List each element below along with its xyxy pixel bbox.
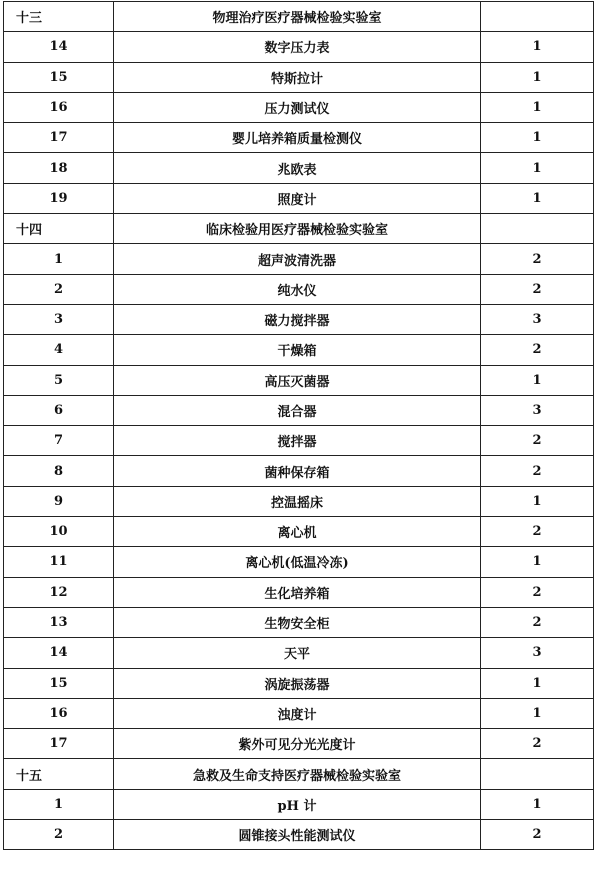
row-number-cell: 2 [4, 820, 114, 850]
row-number-cell: 18 [4, 153, 114, 183]
table-row [4, 698, 594, 728]
item-name-cell: 菌种保存箱 [114, 456, 481, 486]
quantity-cell: 3 [481, 304, 594, 334]
item-name-cell: 混合器 [114, 395, 481, 425]
quantity-cell: 1 [481, 92, 594, 122]
row-number-cell: 16 [4, 92, 114, 122]
quantity-cell [481, 2, 594, 32]
item-name-cell: 超声波清洗器 [114, 244, 481, 274]
table-row [4, 426, 594, 456]
table-row [4, 335, 594, 365]
table-row [4, 62, 594, 92]
quantity-cell: 2 [481, 607, 594, 637]
item-name-cell: 临床检验用医疗器械检验实验室 [114, 214, 481, 244]
row-number-cell: 15 [4, 62, 114, 92]
table-row [4, 304, 594, 334]
equipment-table-body [4, 2, 594, 850]
item-name-cell: 纯水仪 [114, 274, 481, 304]
table-row [4, 92, 594, 122]
row-number-cell: 14 [4, 32, 114, 62]
row-number-cell: 2 [4, 274, 114, 304]
row-number-cell: 14 [4, 638, 114, 668]
table-row [4, 607, 594, 637]
equipment-table-container [3, 1, 594, 850]
row-number-cell: 16 [4, 698, 114, 728]
item-name-cell: 离心机(低温冷冻) [114, 547, 481, 577]
row-number-cell: 17 [4, 123, 114, 153]
row-number-cell: 19 [4, 183, 114, 213]
quantity-cell: 2 [481, 426, 594, 456]
item-name-cell: 磁力搅拌器 [114, 304, 481, 334]
table-row [4, 395, 594, 425]
quantity-cell: 1 [481, 486, 594, 516]
quantity-cell: 3 [481, 395, 594, 425]
item-name-cell: 特斯拉计 [114, 62, 481, 92]
table-row [4, 32, 594, 62]
item-name-cell: 婴儿培养箱质量检测仪 [114, 123, 481, 153]
row-number-cell: 十三 [4, 2, 114, 32]
item-name-cell: 数字压力表 [114, 32, 481, 62]
item-name-cell: 干燥箱 [114, 335, 481, 365]
item-name-cell: 控温摇床 [114, 486, 481, 516]
quantity-cell: 2 [481, 577, 594, 607]
item-name-cell: 离心机 [114, 517, 481, 547]
table-row [4, 274, 594, 304]
item-name-cell: 物理治疗医疗器械检验实验室 [114, 2, 481, 32]
quantity-cell: 1 [481, 32, 594, 62]
row-number-cell: 7 [4, 426, 114, 456]
section-header-row [4, 214, 594, 244]
table-row [4, 123, 594, 153]
row-number-cell: 9 [4, 486, 114, 516]
row-number-cell: 十四 [4, 214, 114, 244]
quantity-cell: 1 [481, 547, 594, 577]
table-row [4, 577, 594, 607]
table-row [4, 183, 594, 213]
item-name-cell: 生物安全柜 [114, 607, 481, 637]
item-name-cell: 圆锥接头性能测试仪 [114, 820, 481, 850]
row-number-cell: 十五 [4, 759, 114, 789]
row-number-cell: 8 [4, 456, 114, 486]
quantity-cell: 1 [481, 789, 594, 819]
table-row [4, 789, 594, 819]
quantity-cell [481, 759, 594, 789]
item-name-cell: 照度计 [114, 183, 481, 213]
quantity-cell: 2 [481, 274, 594, 304]
quantity-cell: 2 [481, 820, 594, 850]
quantity-cell: 2 [481, 456, 594, 486]
quantity-cell: 1 [481, 183, 594, 213]
equipment-table [3, 1, 594, 850]
section-header-row [4, 759, 594, 789]
item-name-cell: 涡旋振荡器 [114, 668, 481, 698]
item-name-cell: 生化培养箱 [114, 577, 481, 607]
quantity-cell: 2 [481, 335, 594, 365]
quantity-cell: 2 [481, 517, 594, 547]
table-row [4, 486, 594, 516]
quantity-cell [481, 214, 594, 244]
item-name-cell: 搅拌器 [114, 426, 481, 456]
table-row [4, 668, 594, 698]
quantity-cell: 1 [481, 365, 594, 395]
row-number-cell: 4 [4, 335, 114, 365]
quantity-cell: 1 [481, 698, 594, 728]
item-name-cell: 浊度计 [114, 698, 481, 728]
quantity-cell: 2 [481, 244, 594, 274]
table-row [4, 638, 594, 668]
item-name-cell: 紫外可见分光光度计 [114, 729, 481, 759]
table-row [4, 365, 594, 395]
row-number-cell: 13 [4, 607, 114, 637]
row-number-cell: 17 [4, 729, 114, 759]
item-name-cell: 兆欧表 [114, 153, 481, 183]
table-row [4, 820, 594, 850]
row-number-cell: 11 [4, 547, 114, 577]
row-number-cell: 3 [4, 304, 114, 334]
table-row [4, 153, 594, 183]
row-number-cell: 12 [4, 577, 114, 607]
quantity-cell: 1 [481, 62, 594, 92]
row-number-cell: 5 [4, 365, 114, 395]
row-number-cell: 1 [4, 244, 114, 274]
row-number-cell: 6 [4, 395, 114, 425]
quantity-cell: 1 [481, 123, 594, 153]
quantity-cell: 1 [481, 153, 594, 183]
item-name-cell: 天平 [114, 638, 481, 668]
item-name-cell: pH 计 [114, 789, 481, 819]
quantity-cell: 2 [481, 729, 594, 759]
row-number-cell: 15 [4, 668, 114, 698]
table-row [4, 517, 594, 547]
quantity-cell: 1 [481, 668, 594, 698]
item-name-cell: 急救及生命支持医疗器械检验实验室 [114, 759, 481, 789]
table-row [4, 547, 594, 577]
row-number-cell: 1 [4, 789, 114, 819]
section-header-row [4, 2, 594, 32]
item-name-cell: 压力测试仪 [114, 92, 481, 122]
table-row [4, 729, 594, 759]
table-row [4, 244, 594, 274]
table-row [4, 456, 594, 486]
row-number-cell: 10 [4, 517, 114, 547]
item-name-cell: 高压灭菌器 [114, 365, 481, 395]
quantity-cell: 3 [481, 638, 594, 668]
